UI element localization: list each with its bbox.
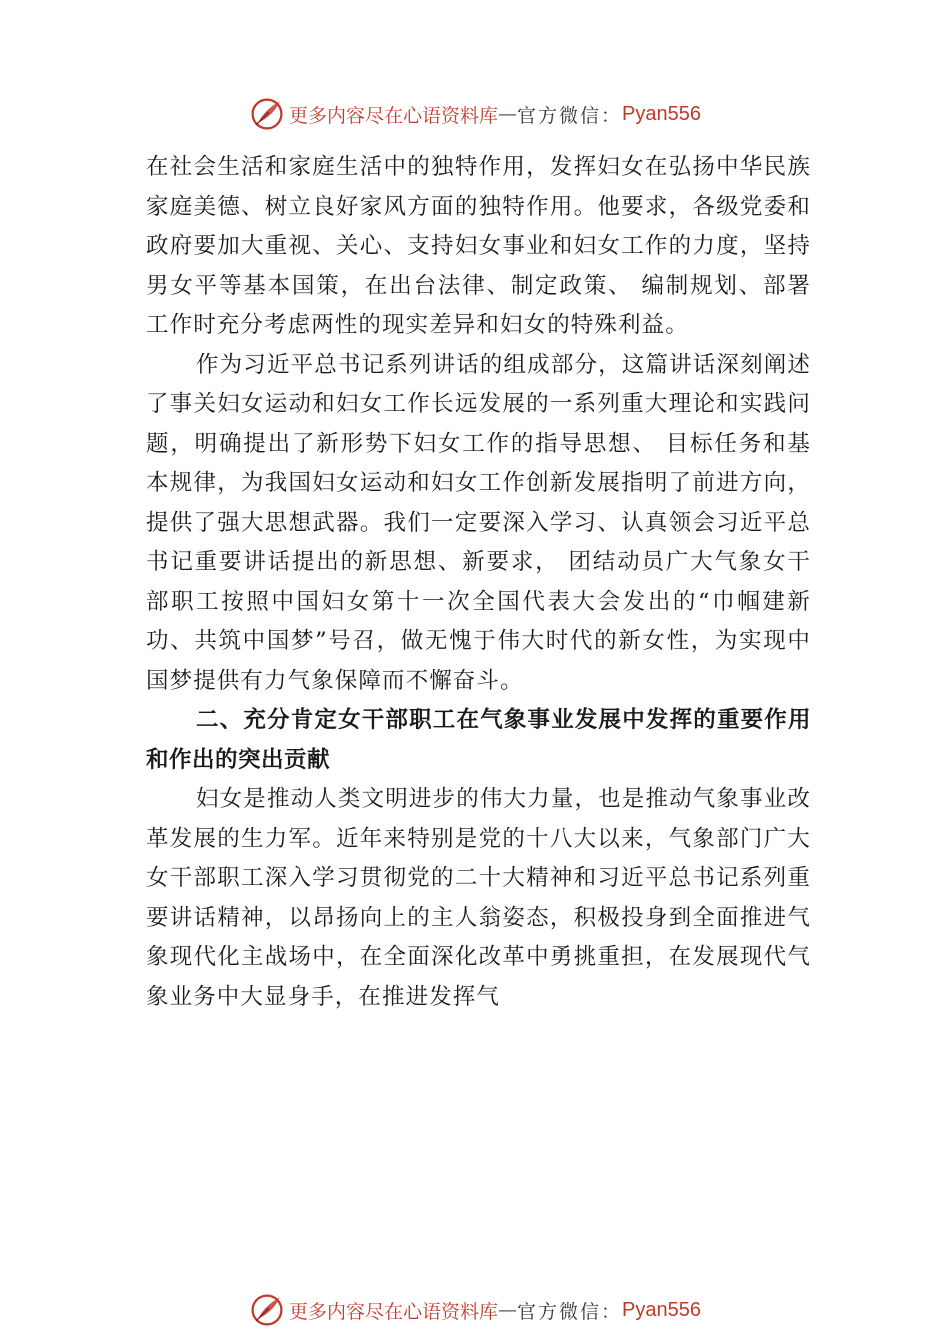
library-text: 更多内容尽在心语资料库 — [289, 104, 499, 127]
paragraph-2: 作为习近平总书记系列讲话的组成部分，这篇讲话深刻阐述了事关妇女运动和妇女工作长远发展的一系列重大理论和实践问题，明确提出了新形势下妇女工作的指导思想、 目标任务和基本规律，为我国妇女运动和妇女工作创新发展指明了前进方向，提供了强大思想武器。我们一定要深入学习、认真领会习近平总书记重要讲话提出的新思想、新要求， 团结动员广大气象女干部职工按照中国妇女第十一次全国代表大会发出的“巾帼建新功、共筑中国梦”号召，做无愧于伟大时代的新女性，为实现中国梦提供有力气象保障而不懈奋斗。 — [146, 351, 811, 694]
footer-banner — [0, 1290, 950, 1330]
section-heading: 二、充分肯定女干部职工在气象事业发展中发挥的重要作用和作出的突出贡献 — [146, 707, 811, 773]
paragraph-1: 在社会生活和家庭生活中的独特作用，发挥妇女在弘扬中华民族家庭美德、树立良好家风方面的独特作用。他要求，各级党委和政府要加大重视、关心、支持妇女事业和妇女工作的力度，坚持男女平等基本国策，在出台法律、制定政策、 编制规划、部署工作时充分考虑两性的现实差异和妇女的特殊利益。 — [146, 154, 811, 338]
library-text: 更多内容尽在心语资料库 — [289, 1300, 499, 1323]
wechat-label: 官方微信： — [517, 104, 623, 127]
feather-logo-icon — [249, 96, 285, 132]
banner-separator: — — [498, 103, 518, 125]
wechat-id: Pyan556 — [622, 1298, 701, 1321]
wechat-id: Pyan556 — [622, 102, 701, 125]
paragraph-3: 妇女是推动人类文明进步的伟大力量，也是推动气象事业改革发展的生力军。近年来特别是党的十八大以来，气象部门广大女干部职工深入学习贯彻党的二十大精神和习近平总书记系列重要讲话精神，以昂扬向上的主人翁姿态，积极投身到全面推进气象现代化主战场中，在全面深化改革中勇挑重担，在发展现代气象业务中大显身手，在推进发挥气 — [146, 786, 811, 1010]
header-banner — [0, 94, 950, 134]
document-body — [146, 148, 811, 1017]
wechat-label: 官方微信： — [517, 1300, 623, 1323]
banner-separator: — — [498, 1299, 518, 1321]
feather-logo-icon — [249, 1292, 285, 1328]
